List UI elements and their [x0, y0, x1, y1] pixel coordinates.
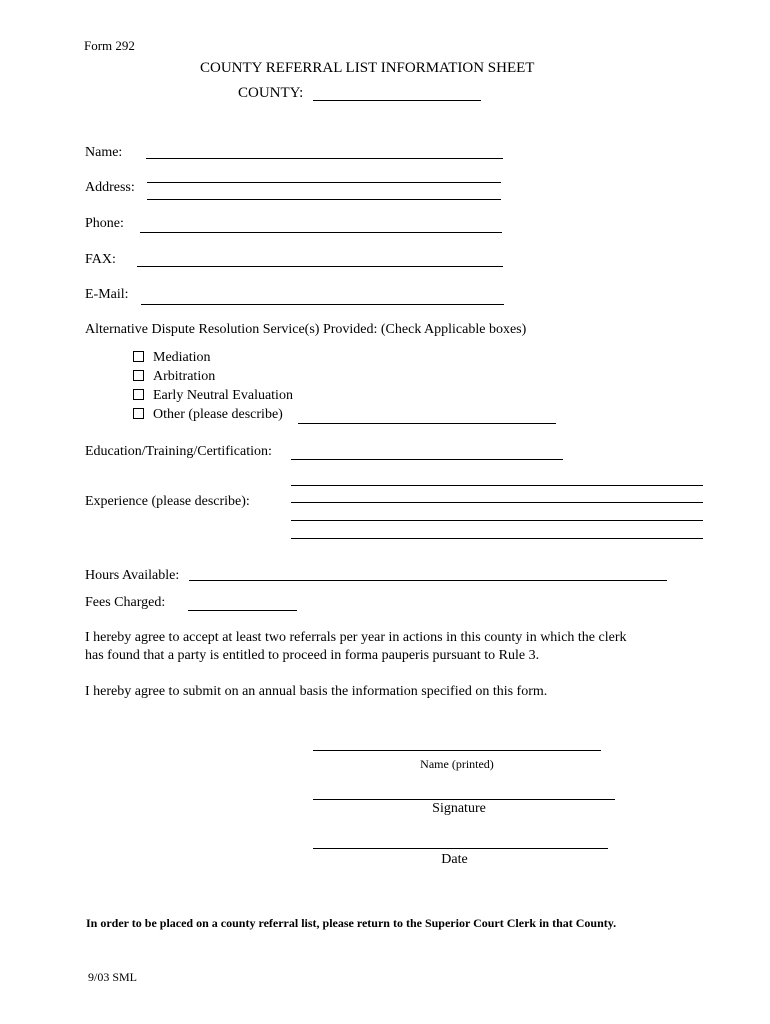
name-printed-label: Name (printed) [420, 757, 494, 771]
agreement-referrals-line-2: has found that a party is entitled to proceed in forma pauperis pursuant to Rule 3. [85, 648, 540, 663]
hours-field[interactable] [189, 580, 667, 581]
county-field[interactable] [313, 100, 481, 101]
signature-field[interactable] [313, 799, 615, 800]
arbitration-checkbox[interactable] [133, 370, 144, 381]
other-description-field[interactable] [298, 423, 556, 424]
form-number: Form 292 [84, 38, 135, 53]
other-checkbox[interactable] [133, 408, 144, 419]
address-label: Address: [85, 180, 135, 195]
hours-label: Hours Available: [85, 568, 180, 583]
adr-heading: Alternative Dispute Resolution Service(s) Provided: (Check Applicable boxes) [85, 322, 527, 337]
name-label: Name: [85, 145, 123, 160]
form-title: COUNTY REFERRAL LIST INFORMATION SHEET [200, 60, 535, 76]
education-field[interactable] [291, 459, 563, 460]
other-label: Other (please describe) [153, 407, 283, 422]
address-field-line-2[interactable] [147, 199, 501, 200]
fees-label: Fees Charged: [85, 595, 166, 610]
experience-field-line-3[interactable] [291, 520, 703, 521]
date-label: Date [441, 852, 468, 867]
name-printed-field[interactable] [313, 750, 601, 751]
mediation-label: Mediation [153, 350, 211, 365]
address-field-line-1[interactable] [147, 182, 501, 183]
phone-label: Phone: [85, 216, 124, 231]
date-field[interactable] [313, 848, 608, 849]
footer-code: 9/03 SML [88, 970, 138, 984]
arbitration-label: Arbitration [153, 369, 216, 384]
early-neutral-evaluation-checkbox[interactable] [133, 389, 144, 400]
return-instruction: In order to be placed on a county referral list, please return to the Superior Court Clerk in that County. [86, 916, 617, 930]
email-label: E-Mail: [85, 287, 129, 302]
experience-field-line-4[interactable] [291, 538, 703, 539]
agreement-referrals-line-1: I hereby agree to accept at least two referrals per year in actions in this county in which the clerk [85, 630, 627, 645]
name-field[interactable] [146, 158, 503, 159]
experience-label: Experience (please describe): [85, 494, 250, 509]
fees-field[interactable] [188, 610, 297, 611]
phone-field[interactable] [140, 232, 502, 233]
experience-field-line-1[interactable] [291, 485, 703, 486]
fax-field[interactable] [137, 266, 503, 267]
mediation-checkbox[interactable] [133, 351, 144, 362]
experience-field-line-2[interactable] [291, 502, 703, 503]
agreement-annual: I hereby agree to submit on an annual basis the information specified on this form. [85, 684, 548, 699]
email-field[interactable] [141, 304, 504, 305]
education-label: Education/Training/Certification: [85, 444, 272, 459]
county-label: COUNTY: [238, 85, 304, 101]
signature-label: Signature [432, 801, 486, 816]
early-neutral-evaluation-label: Early Neutral Evaluation [153, 388, 293, 403]
fax-label: FAX: [85, 252, 116, 267]
